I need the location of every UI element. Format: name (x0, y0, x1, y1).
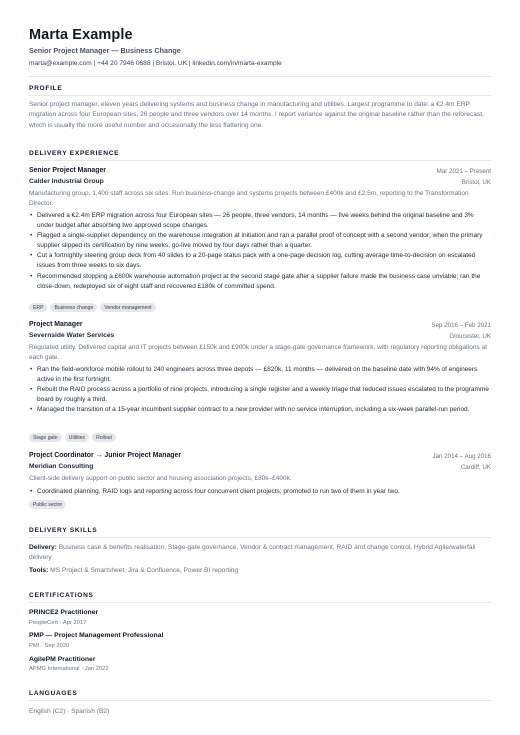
delivery-skills-text: Business case & benefits realisation, Stage-gate governance, Vendor & contract management, RAID and change control, Hybrid Agile/waterfall delivery (29, 544, 476, 562)
profile-text: Senior project manager, eleven years delivering systems and business change in manufacturing and utilities. Largest programme to date: a €2.4m ERP migration across four European sites, 26 people and three vendors over 14 months. I report variance against the original baseline rather than the reforecast, which is usually the more useful number and occasionally the less flattering one. (29, 101, 484, 129)
job-bullet: • Delivered a €2.4m ERP migration across four European sites — 26 people, three vendors, 14 months — five weeks behind the original baseline and 3% under budget after absorbing two approved scope changes. (37, 211, 491, 231)
skills-section-title: DELIVERY SKILLS (29, 527, 98, 534)
contact-line: marta@example.com | +44 20 7946 0688 | Bristol, UK | linkedin.com/in/marta-example (29, 60, 282, 67)
job-tags (29, 433, 116, 442)
job-bullet: • Managed the transition of a 15-year incumbent supplier contract to a new provider with no service interruption, including a six-week parallel-run period. (37, 405, 491, 415)
certification-name: PMP — Project Management Professional (29, 632, 164, 639)
job-bullet: • Coordinated planning, RAID logs and reporting across four concurrent client projects; promoted to run two of them in year two. (37, 487, 491, 497)
certification-meta: APMG International · Jan 2022 (29, 666, 109, 672)
skills-section-divider (29, 537, 491, 538)
job-bullets (29, 365, 491, 415)
delivery-skills-row (29, 543, 489, 564)
job-title: Project Coordinator → Junior Project Manager (29, 452, 182, 459)
profile-section-divider (29, 95, 491, 96)
skill-tag: Stage gate (29, 433, 62, 442)
job-bullet: • Rebuilt the RAID process across a portfolio of nine projects, introducing a single register and a weekly triage that reduced issues escalated to the programme board by roughly a third. (37, 385, 491, 405)
job-bullets (29, 211, 491, 292)
experience-section-divider (29, 160, 491, 161)
tools-skills-label: Tools: (29, 567, 49, 574)
languages-text: English (C2) · Spanish (B2) (29, 708, 110, 715)
skill-tag: Vendor management (100, 303, 155, 312)
certifications-section-title: CERTIFICATIONS (29, 592, 94, 599)
job-location: Bristol, UK (461, 179, 491, 186)
tools-skills-row (29, 566, 489, 576)
tools-skills-text: MS Project & Smartsheet, Jira & Confluence, Power BI reporting (50, 567, 239, 574)
job-dates: Sep 2016 – Feb 2021 (431, 322, 491, 329)
job-bullet: • Recommended stopping a £600k warehouse automation project at the second stage gate after a supplier failure made the business case unviable; ran the close-down, redeployed six of eight staff and recovered £180k of committed spend. (37, 272, 491, 292)
skill-tag: Business change (50, 303, 97, 312)
certification-name: PRINCE2 Practitioner (29, 609, 99, 616)
skill-tag: Utilities (65, 433, 89, 442)
job-company: Meridian Consulting (29, 463, 94, 470)
job-dates: Mar 2021 – Present (436, 168, 491, 175)
skill-tag: Rollout (92, 433, 116, 442)
candidate-name: Marta Example (29, 27, 133, 43)
languages-section-divider (29, 700, 491, 701)
job-summary: Manufacturing group, 1,400 staff across six sites. Run business-change and systems projects between £400k and £2.5m, reporting to the Transformation Director. (29, 190, 469, 208)
certification-meta: PeopleCert · Apr 2017 (29, 620, 87, 626)
header-divider (29, 76, 491, 77)
job-company: Severnside Water Services (29, 332, 115, 339)
job-dates: Jan 2014 – Aug 2016 (432, 453, 491, 460)
job-bullet: • Cut a fortnightly steering group deck from 40 slides to a 20-page status pack with a one-page decision log, cutting average time-to-decision on escalated issues from three weeks to six days. (37, 251, 491, 271)
job-title: Senior Project Manager (29, 167, 106, 174)
job-title: Project Manager (29, 321, 83, 328)
job-location: Gloucester, UK (449, 333, 491, 340)
job-company: Calder Industrial Group (29, 178, 104, 185)
certification-meta: PMI · Sep 2020 (29, 643, 70, 649)
job-location: Cardiff, UK (460, 464, 491, 471)
languages-section-title: LANGUAGES (29, 690, 78, 697)
job-summary: Client-side delivery support on public sector and housing association projects, £80k–£400k. (29, 475, 292, 482)
experience-section-title: DELIVERY EXPERIENCE (29, 150, 120, 157)
skill-tag: Public sector (29, 500, 66, 509)
skill-tag: ERP (29, 303, 47, 312)
certifications-section-divider (29, 602, 491, 603)
candidate-headline: Senior Project Manager — Business Change (29, 46, 181, 55)
job-bullet: • Ran the field-workforce mobile rollout to 240 engineers across three depots — £820k, 11 months — delivered on the baseline date with 94% of engineers active in the first fortnight. (37, 365, 491, 385)
job-tags (29, 303, 156, 312)
job-bullet: • Flagged a single-supplier dependency on the warehouse integration at initiation and ran a parallel proof of concept with a second vendor; when the primary supplier slipped its certification by nine weeks, go-live moved by four days rather than a quarter. (37, 231, 491, 251)
job-tags (29, 500, 66, 509)
delivery-skills-label: Delivery: (29, 544, 57, 551)
profile-section-title: PROFILE (29, 85, 63, 92)
job-summary: Regulated utility. Delivered capital and IT projects between £150k and £900k under a stage-gate governance framework, with regulatory reporting obligations at each gate. (29, 344, 487, 362)
certification-name: AgilePM Practitioner (29, 656, 96, 663)
job-bullets (29, 487, 491, 497)
